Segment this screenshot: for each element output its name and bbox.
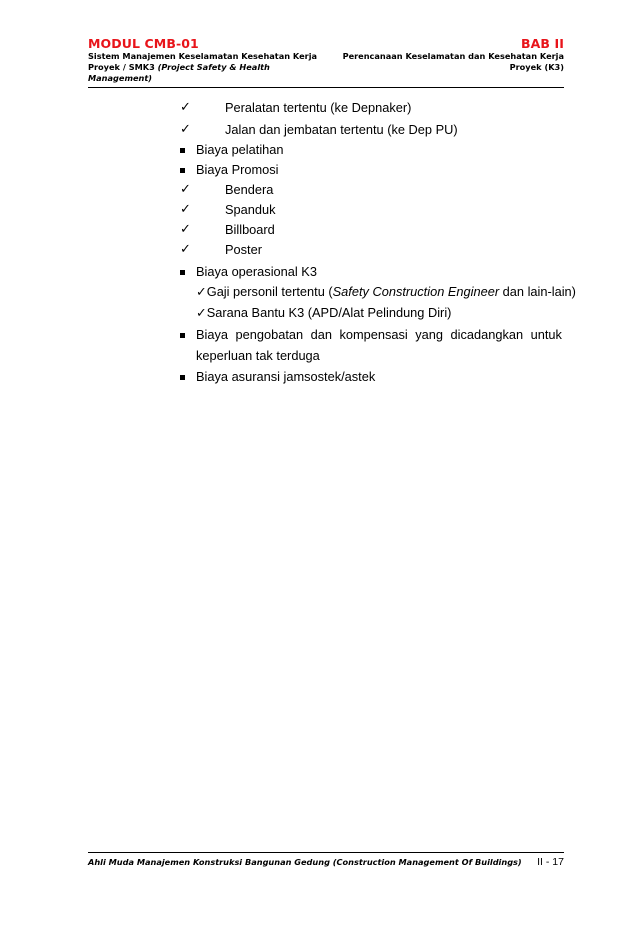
list-item-gaji [196,284,576,300]
header-left-line1: Sistem Manajemen Keselamatan Kesehatan Kerja [88,51,318,61]
footer-title: Ahli Muda Manajemen Konstruksi Bangunan Gedung (Construction Management Of Buildings) [88,857,522,867]
square-bullet-icon [180,375,185,380]
header-right-line2: Proyek (K3) [509,62,564,72]
header-left-line2-italic: (Project Safety & Health [157,62,270,72]
header-title-row [88,36,564,51]
header-left-line3: Management) [88,73,153,83]
module-title: MODUL CMB-01 [88,36,199,51]
list-item: Biaya asuransi jamsostek/astek [196,369,376,384]
checkmark-icon: ✓ [180,201,191,216]
page-footer [88,856,564,868]
checkmark-icon: ✓ [180,241,191,256]
list-item: Spanduk [225,202,276,217]
list-item: Peralatan tertentu (ke Depnaker) [225,100,412,115]
list-item: Bendera [225,182,274,197]
page-number: II - 17 [537,856,564,868]
header-right-line1: Perencanaan Keselamatan dan Kesehatan Kerja [342,51,564,61]
checkmark-icon: ✓ [180,121,191,136]
header-left-line2-text: Proyek / SMK3 [88,62,158,72]
footer-divider [88,852,564,853]
square-bullet-icon [180,270,185,275]
square-bullet-icon [180,168,185,173]
word: kompensasi [339,327,408,342]
header-right-subtitle [343,51,564,73]
square-bullet-icon [180,333,185,338]
list-item: Biaya operasional K3 [196,264,317,279]
checkmark-icon: ✓ [180,99,191,114]
header-divider [88,87,564,88]
word: Biaya [196,327,229,342]
checkmark-icon: ✓ [180,181,191,196]
word: dicadangkan [450,327,524,342]
chapter-title: BAB II [521,36,564,51]
gaji-text-a: Gaji personil tertentu ( [206,284,333,299]
word: untuk [530,327,562,342]
list-item: Biaya Promosi [196,162,279,177]
sarana-text: Sarana Bantu K3 (APD/Alat Pelindung Diri) [206,305,452,320]
header-left-subtitle [88,51,338,84]
page-header [88,36,564,84]
header-subtitle-row [88,51,564,84]
header-left-line2 [88,62,338,73]
list-item: Billboard [225,222,275,237]
checkmark-icon: ✓ [180,221,191,236]
checkmark-icon: ✓ [196,305,207,320]
list-item-pengobatan [196,327,562,342]
list-item-sarana [196,305,451,321]
word: dan [310,327,332,342]
list-item-continuation: keperluan tak terduga [196,348,320,363]
word: yang [415,327,444,342]
square-bullet-icon [180,148,185,153]
checkmark-icon: ✓ [196,284,207,299]
list-item: Poster [225,242,262,257]
gaji-text-c: dan lain-lain) [499,284,576,299]
gaji-text-italic: Safety Construction Engineer [332,284,500,299]
word: pengobatan [235,327,304,342]
list-item: Jalan dan jembatan tertentu (ke Dep PU) [225,122,458,137]
list-item: Biaya pelatihan [196,142,284,157]
